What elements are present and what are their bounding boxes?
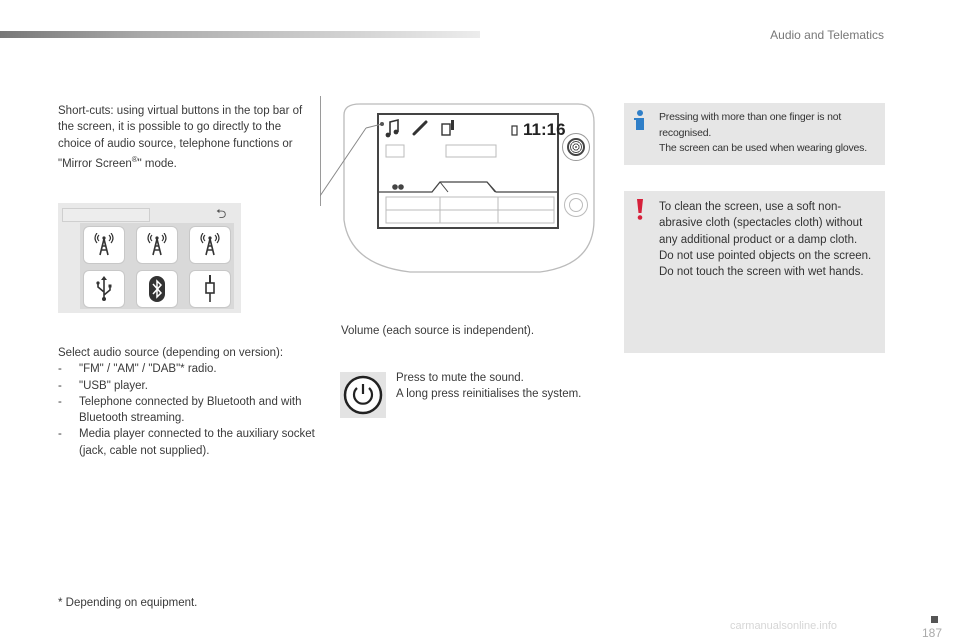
watermark: carmanualsonline.info — [730, 620, 838, 632]
bluetooth-button[interactable] — [136, 270, 178, 308]
list-item: - Telephone connected by Bluetooth and with Bluetooth streaming. — [58, 394, 316, 427]
list-item: - Media player connected to the auxiliary socket (jack, cable not supplied). — [58, 426, 316, 459]
return-icon[interactable]: ⮌ — [216, 206, 227, 221]
volume-caption: Volume (each source is independent). — [341, 325, 535, 337]
usb-icon — [95, 276, 113, 302]
info-icon — [632, 109, 648, 136]
home-knob-icon[interactable] — [564, 193, 588, 217]
touchscreen-illustration — [340, 100, 602, 275]
screen-clock: 11:16 — [523, 120, 566, 139]
page-number: 187 — [921, 626, 942, 640]
page-header-title: Audio and Telematics — [770, 28, 884, 42]
source-shortcut-panel — [58, 203, 241, 313]
antenna-icon — [199, 233, 221, 257]
footnote: * Depending on equipment. — [58, 597, 198, 609]
header-bar — [0, 31, 480, 38]
antenna-icon — [93, 233, 115, 257]
info-note-text: Pressing with more than one finger is not recognised. The screen can be used when wearing gloves. — [659, 111, 867, 155]
aux-jack-button[interactable] — [189, 270, 231, 308]
radio-fm-button[interactable] — [83, 226, 125, 264]
panel-title-box — [62, 208, 150, 222]
antenna-icon — [146, 233, 168, 257]
list-item: - "USB" player. — [58, 378, 316, 394]
power-icon — [340, 372, 386, 418]
bluetooth-icon — [148, 276, 166, 302]
radio-dab-button[interactable] — [189, 226, 231, 264]
page-marker — [931, 616, 938, 623]
source-button-grid — [80, 223, 234, 309]
radio-am-button[interactable] — [136, 226, 178, 264]
power-button-description: Press to mute the sound. A long press reinitialises the system. — [396, 372, 582, 401]
shortcuts-paragraph: Short-cuts: using virtual buttons in the top bar of the screen, it is possible to go directly to the choice of audio source, telephone functions or "Mirror Screen®" mode. — [58, 105, 303, 170]
jack-icon — [203, 275, 217, 303]
warning-note — [624, 191, 885, 353]
power-button-illustration — [340, 372, 386, 418]
usb-button[interactable] — [83, 270, 125, 308]
info-note — [624, 103, 885, 165]
callout-pointer — [320, 100, 390, 210]
warning-icon — [632, 197, 648, 226]
volume-knob-icon[interactable] — [562, 133, 590, 161]
warning-note-text: To clean the screen, use a soft non-abrasive cloth (spectacles cloth) without any additional product or a damp cloth. Do not use pointed objects on the screen. Do not touch the screen with wet hands. — [659, 201, 872, 279]
sources-intro: Select audio source (depending on version): — [58, 347, 284, 359]
list-item: - "FM" / "AM" / "DAB"* radio. — [58, 361, 316, 377]
audio-source-list — [58, 345, 316, 459]
